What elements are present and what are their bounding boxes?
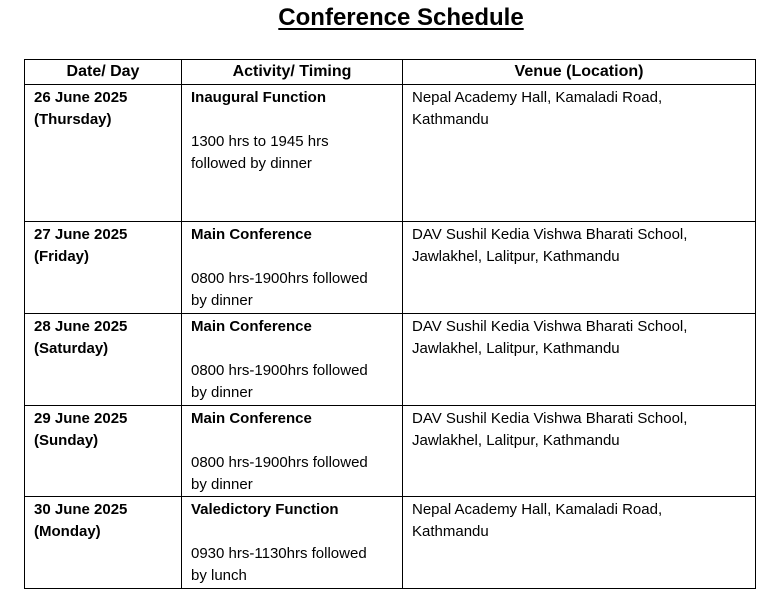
date-cell — [25, 497, 182, 589]
row-venue-line1: DAV Sushil Kedia Vishwa Bharati School, — [412, 410, 688, 427]
venue-cell — [403, 85, 756, 222]
venue-cell — [403, 222, 756, 314]
row-venue-line2: Jawlakhel, Lalitpur, Kathmandu — [412, 340, 620, 357]
header-activity: Activity/ Timing — [182, 60, 403, 85]
venue-cell — [403, 314, 756, 406]
row-timing-line1: 0930 hrs-1130hrs followed — [191, 545, 367, 562]
row-timing-line1: 0800 hrs-1900hrs followed — [191, 362, 368, 379]
row-venue-line2: Kathmandu — [412, 111, 489, 128]
venue-cell — [403, 406, 756, 497]
row-timing-line2: by dinner — [191, 292, 253, 309]
row-day: (Sunday) — [34, 432, 99, 449]
activity-cell — [182, 314, 403, 406]
row-activity: Main Conference — [191, 226, 312, 243]
table-row — [25, 406, 756, 497]
row-venue-line1: Nepal Academy Hall, Kamaladi Road, — [412, 89, 663, 106]
row-timing-line2: by lunch — [191, 567, 247, 584]
table-row — [25, 222, 756, 314]
row-day: (Thursday) — [34, 111, 112, 128]
table-row — [25, 85, 756, 222]
row-venue-line1: DAV Sushil Kedia Vishwa Bharati School, — [412, 318, 688, 335]
row-timing-line1: 1300 hrs to 1945 hrs — [191, 133, 329, 150]
row-date: 30 June 2025 — [34, 501, 128, 518]
row-timing-line2: followed by dinner — [191, 155, 312, 172]
row-venue-line2: Jawlakhel, Lalitpur, Kathmandu — [412, 432, 620, 449]
header-date: Date/ Day — [25, 60, 182, 85]
row-date: 29 June 2025 — [34, 410, 128, 427]
activity-cell — [182, 85, 403, 222]
row-timing-line1: 0800 hrs-1900hrs followed — [191, 270, 368, 287]
row-venue-line1: Nepal Academy Hall, Kamaladi Road, — [412, 501, 663, 518]
row-timing-line1: 0800 hrs-1900hrs followed — [191, 454, 368, 471]
date-cell — [25, 314, 182, 406]
row-timing-line2: by dinner — [191, 476, 253, 493]
row-venue-line2: Kathmandu — [412, 523, 489, 540]
row-day: (Saturday) — [34, 340, 109, 357]
row-timing-line2: by dinner — [191, 384, 253, 401]
table-row — [25, 314, 756, 406]
activity-cell — [182, 497, 403, 589]
activity-cell — [182, 222, 403, 314]
row-day: (Monday) — [34, 523, 101, 540]
row-day: (Friday) — [34, 248, 90, 265]
row-activity: Main Conference — [191, 410, 312, 427]
row-date: 27 June 2025 — [34, 226, 128, 243]
row-activity: Main Conference — [191, 318, 312, 335]
row-venue-line1: DAV Sushil Kedia Vishwa Bharati School, — [412, 226, 688, 243]
date-cell — [25, 85, 182, 222]
date-cell — [25, 222, 182, 314]
activity-cell — [182, 406, 403, 497]
table-row — [25, 497, 756, 589]
row-activity: Inaugural Function — [191, 89, 326, 106]
row-date: 26 June 2025 — [34, 89, 128, 106]
schedule-table — [24, 59, 756, 589]
row-activity: Valedictory Function — [191, 501, 339, 518]
row-venue-line2: Jawlakhel, Lalitpur, Kathmandu — [412, 248, 620, 265]
page-title: Conference Schedule — [278, 4, 524, 31]
header-venue: Venue (Location) — [403, 60, 756, 85]
row-date: 28 June 2025 — [34, 318, 128, 335]
venue-cell — [403, 497, 756, 589]
table-header-row — [25, 60, 756, 85]
date-cell — [25, 406, 182, 497]
